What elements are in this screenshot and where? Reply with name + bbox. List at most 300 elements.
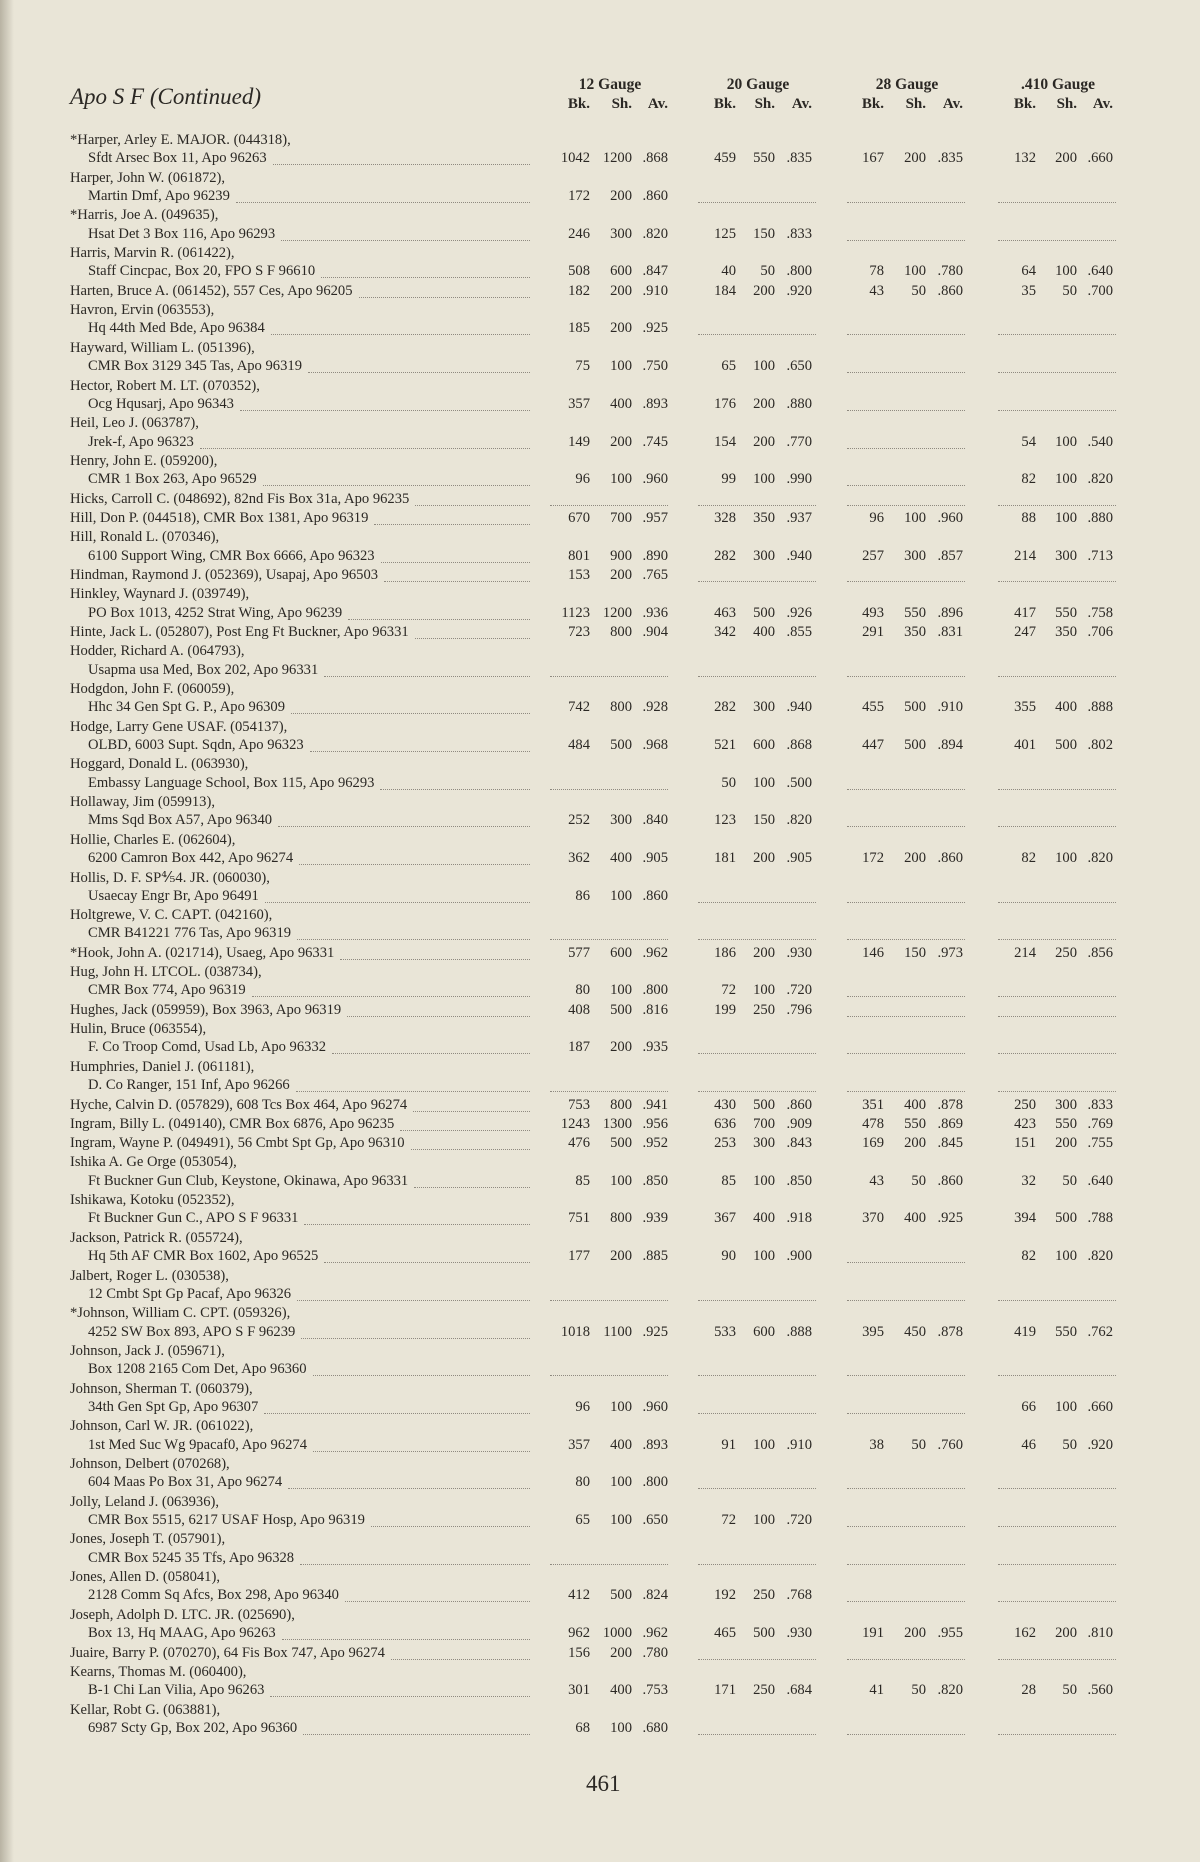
entry-name: Hughes, Jack (059959), Box 3963, Apo 96319 — [70, 1001, 342, 1018]
score-12-gauge-sh: 500 — [610, 1001, 632, 1018]
leader-dots — [271, 334, 530, 335]
score-12-gauge-bk: 801 — [568, 547, 590, 564]
score-28-gauge-av: .860 — [937, 850, 963, 867]
entry-name: Hayward, William L. (051396), — [70, 339, 255, 356]
empty-score-410-gauge — [998, 1300, 1116, 1301]
subheader-av: Av. — [942, 96, 963, 112]
entry-name: Johnson, Carl W. JR. (061022), — [70, 1418, 254, 1435]
score-410-gauge-sh: 200 — [1055, 1625, 1077, 1642]
score-28-gauge-av: .820 — [937, 1682, 963, 1699]
score-20-gauge-bk: 181 — [714, 850, 736, 867]
score-28-gauge-bk: 351 — [862, 1096, 884, 1113]
score-12-gauge-bk: 357 — [568, 1436, 590, 1453]
score-12-gauge-bk: 484 — [568, 736, 590, 753]
leader-dots — [265, 902, 530, 903]
score-410-gauge-bk: 82 — [1021, 850, 1036, 867]
score-410-gauge-sh: 50 — [1062, 282, 1077, 299]
score-12-gauge-sh: 1100 — [603, 1323, 632, 1340]
score-12-gauge-bk: 156 — [568, 1644, 590, 1661]
empty-score-20-gauge — [698, 1053, 816, 1054]
score-12-gauge-bk: 508 — [568, 263, 590, 280]
score-28-gauge-bk: 78 — [869, 263, 884, 280]
score-20-gauge-bk: 171 — [714, 1682, 736, 1699]
score-28-gauge-av: .878 — [937, 1323, 963, 1340]
empty-score-28-gauge — [847, 1526, 965, 1527]
group-header-20-gauge: 20 Gauge — [726, 76, 790, 93]
empty-score-20-gauge — [698, 202, 816, 203]
score-12-gauge-av: .968 — [642, 736, 668, 753]
leader-dots — [236, 202, 530, 203]
empty-score-28-gauge — [847, 1091, 965, 1092]
empty-score-28-gauge — [847, 1016, 965, 1017]
empty-score-12-gauge — [550, 676, 668, 677]
score-12-gauge-sh: 800 — [610, 1096, 632, 1113]
entry-address: Hq 44th Med Bde, Apo 96384 — [88, 320, 265, 337]
score-20-gauge-bk: 125 — [714, 225, 736, 242]
score-28-gauge-av: .857 — [937, 547, 963, 564]
entry-name: Johnson, Sherman T. (060379), — [70, 1380, 253, 1397]
leader-dots — [313, 1451, 530, 1452]
score-410-gauge-sh: 50 — [1062, 1172, 1077, 1189]
entry-address: Ft Buckner Gun Club, Keystone, Okinawa, Apo 96331 — [88, 1172, 409, 1189]
score-20-gauge-av: .918 — [786, 1210, 812, 1227]
score-28-gauge-av: .925 — [937, 1210, 963, 1227]
leader-dots — [384, 581, 530, 582]
score-12-gauge-sh: 800 — [610, 623, 632, 640]
score-20-gauge-bk: 367 — [714, 1210, 736, 1227]
empty-score-28-gauge — [847, 1488, 965, 1489]
score-410-gauge-av: .560 — [1087, 1682, 1113, 1699]
score-20-gauge-sh: 150 — [753, 812, 775, 829]
empty-score-410-gauge — [998, 240, 1116, 241]
score-410-gauge-sh: 100 — [1055, 509, 1077, 526]
score-20-gauge-av: .800 — [786, 263, 812, 280]
leader-dots — [310, 751, 530, 752]
score-28-gauge-sh: 50 — [911, 1436, 926, 1453]
score-20-gauge-sh: 250 — [753, 1001, 775, 1018]
empty-score-28-gauge — [847, 1375, 965, 1376]
leader-dots — [270, 1696, 530, 1697]
score-12-gauge-sh: 500 — [610, 736, 632, 753]
score-12-gauge-bk: 80 — [575, 1474, 590, 1491]
score-12-gauge-av: .962 — [642, 944, 668, 961]
leader-dots — [296, 1091, 530, 1092]
score-12-gauge-bk: 577 — [568, 944, 590, 961]
empty-score-28-gauge — [847, 448, 965, 449]
leader-dots — [282, 1639, 530, 1640]
empty-score-410-gauge — [998, 1659, 1116, 1660]
score-20-gauge-av: .855 — [786, 623, 812, 640]
score-20-gauge-sh: 200 — [753, 282, 775, 299]
score-410-gauge-bk: 423 — [1014, 1115, 1036, 1132]
entry-name: Jones, Allen D. (058041), — [70, 1569, 220, 1586]
score-12-gauge-sh: 1000 — [602, 1625, 632, 1642]
score-12-gauge-sh: 600 — [610, 944, 632, 961]
entry-address: Box 13, Hq MAAG, Apo 96263 — [88, 1625, 276, 1642]
score-410-gauge-bk: 214 — [1014, 944, 1036, 961]
score-28-gauge-av: .896 — [937, 604, 963, 621]
score-28-gauge-sh: 100 — [904, 509, 926, 526]
score-12-gauge-bk: 301 — [568, 1682, 590, 1699]
entry-name: *Harper, Arley E. MAJOR. (044318), — [70, 132, 291, 148]
score-28-gauge-sh: 550 — [904, 1115, 926, 1132]
empty-score-12-gauge — [550, 1375, 668, 1376]
empty-score-410-gauge — [998, 1526, 1116, 1527]
score-410-gauge-bk: 419 — [1014, 1323, 1036, 1340]
score-12-gauge-av: .936 — [642, 604, 668, 621]
score-410-gauge-bk: 151 — [1014, 1135, 1036, 1152]
score-12-gauge-av: .780 — [642, 1644, 668, 1661]
score-20-gauge-sh: 600 — [753, 1323, 775, 1340]
subheader-av: Av. — [647, 96, 668, 112]
empty-score-20-gauge — [698, 902, 816, 903]
leader-dots — [281, 240, 530, 241]
score-410-gauge-sh: 50 — [1062, 1682, 1077, 1699]
score-12-gauge-av: .893 — [642, 395, 668, 412]
empty-score-28-gauge — [847, 505, 965, 506]
subheader-sh: Sh. — [905, 96, 926, 112]
score-410-gauge-bk: 35 — [1021, 282, 1036, 299]
score-20-gauge-sh: 100 — [753, 982, 775, 999]
leader-dots — [324, 676, 530, 677]
score-410-gauge-bk: 162 — [1014, 1625, 1036, 1642]
score-28-gauge-av: .878 — [937, 1096, 963, 1113]
entry-name: Hinkley, Waynard J. (039749), — [70, 586, 250, 603]
entry-address: 604 Maas Po Box 31, Apo 96274 — [88, 1474, 283, 1491]
score-410-gauge-av: .660 — [1087, 1398, 1113, 1415]
score-20-gauge-av: .930 — [786, 1625, 812, 1642]
score-20-gauge-av: .770 — [786, 433, 812, 450]
score-12-gauge-av: .816 — [642, 1001, 668, 1018]
entry-address: CMR 1 Box 263, Apo 96529 — [88, 471, 257, 488]
score-20-gauge-sh: 300 — [753, 699, 775, 716]
score-12-gauge-bk: 182 — [568, 282, 590, 299]
score-20-gauge-sh: 100 — [753, 358, 775, 375]
leader-dots — [324, 1262, 530, 1263]
score-20-gauge-sh: 150 — [753, 225, 775, 242]
score-12-gauge-bk: 252 — [568, 812, 590, 829]
score-12-gauge-bk: 408 — [568, 1001, 590, 1018]
empty-score-12-gauge — [550, 789, 668, 790]
empty-score-410-gauge — [998, 1564, 1116, 1565]
leader-dots — [264, 1413, 530, 1414]
score-410-gauge-bk: 28 — [1021, 1682, 1036, 1699]
empty-score-410-gauge — [998, 676, 1116, 677]
score-20-gauge-av: .768 — [786, 1587, 812, 1604]
score-410-gauge-sh: 100 — [1055, 433, 1077, 450]
score-12-gauge-av: .925 — [642, 320, 668, 337]
score-12-gauge-av: .650 — [642, 1512, 668, 1529]
empty-score-28-gauge — [847, 939, 965, 940]
score-28-gauge-sh: 350 — [904, 623, 926, 640]
entry-address: 6100 Support Wing, CMR Box 6666, Apo 96323 — [88, 547, 375, 564]
score-410-gauge-sh: 550 — [1055, 604, 1077, 621]
leader-dots — [413, 1111, 530, 1112]
score-410-gauge-av: .888 — [1087, 699, 1113, 716]
score-12-gauge-av: .956 — [642, 1115, 668, 1132]
entry-name: Hollaway, Jim (059913), — [70, 794, 215, 810]
entry-address: CMR Box 3129 345 Tas, Apo 96319 — [88, 358, 302, 375]
score-28-gauge-av: .910 — [937, 699, 963, 716]
score-410-gauge-bk: 355 — [1014, 699, 1036, 716]
leader-dots — [301, 1338, 530, 1339]
entry-address: B-1 Chi Lan Vilia, Apo 96263 — [88, 1682, 265, 1699]
empty-score-20-gauge — [698, 1734, 816, 1735]
score-12-gauge-av: .905 — [642, 850, 668, 867]
score-12-gauge-sh: 100 — [610, 982, 632, 999]
leader-dots — [347, 1016, 530, 1017]
score-20-gauge-sh: 300 — [753, 1135, 775, 1152]
entry-address: Ocg Hqusarj, Apo 96343 — [88, 395, 234, 412]
score-20-gauge-sh: 200 — [753, 433, 775, 450]
leader-dots — [304, 1224, 530, 1225]
empty-score-20-gauge — [698, 1564, 816, 1565]
score-20-gauge-sh: 100 — [753, 1172, 775, 1189]
score-28-gauge-bk: 493 — [862, 604, 884, 621]
empty-score-20-gauge — [698, 1659, 816, 1660]
subheader-bk: Bk. — [713, 96, 736, 112]
empty-score-28-gauge — [847, 581, 965, 582]
score-12-gauge-bk: 962 — [568, 1625, 590, 1642]
score-12-gauge-bk: 187 — [568, 1039, 590, 1056]
leader-dots — [415, 505, 530, 506]
score-20-gauge-av: .900 — [786, 1248, 812, 1265]
score-20-gauge-bk: 282 — [714, 547, 736, 564]
entry-name: Hollie, Charles E. (062604), — [70, 831, 236, 848]
entry-address: D. Co Ranger, 151 Inf, Apo 96266 — [88, 1077, 290, 1094]
score-12-gauge-bk: 177 — [568, 1248, 590, 1265]
score-410-gauge-bk: 417 — [1014, 604, 1036, 621]
subheader-sh: Sh. — [1056, 96, 1077, 112]
empty-score-20-gauge — [698, 1300, 816, 1301]
entry-name: Hinte, Jack L. (052807), Post Eng Ft Buckner, Apo 96331 — [70, 623, 409, 640]
entry-name: Heil, Leo J. (063787), — [70, 415, 199, 432]
score-410-gauge-bk: 88 — [1021, 509, 1036, 526]
score-28-gauge-bk: 38 — [869, 1436, 884, 1453]
entry-name: Hodgdon, John F. (060059), — [70, 680, 235, 697]
empty-score-28-gauge — [847, 902, 965, 903]
score-410-gauge-av: .880 — [1087, 509, 1113, 526]
score-28-gauge-bk: 455 — [862, 699, 884, 716]
entry-name: Ishikawa, Kotoku (052352), — [70, 1192, 235, 1209]
score-28-gauge-av: .860 — [937, 282, 963, 299]
score-28-gauge-sh: 500 — [904, 736, 926, 753]
empty-score-28-gauge — [847, 1564, 965, 1565]
score-410-gauge-sh: 550 — [1055, 1323, 1077, 1340]
score-410-gauge-sh: 500 — [1055, 1210, 1077, 1227]
score-28-gauge-sh: 100 — [904, 263, 926, 280]
entry-address: 12 Cmbt Spt Gp Pacaf, Apo 96326 — [88, 1285, 292, 1302]
score-410-gauge-bk: 64 — [1021, 263, 1036, 280]
score-20-gauge-bk: 253 — [714, 1135, 736, 1152]
score-12-gauge-bk: 96 — [575, 471, 590, 488]
entry-name: Kellar, Robt G. (063881), — [70, 1701, 221, 1718]
entry-name: *Hook, John A. (021714), Usaeg, Apo 96331 — [70, 944, 335, 961]
score-12-gauge-sh: 200 — [610, 1039, 632, 1056]
score-410-gauge-sh: 400 — [1055, 699, 1077, 716]
score-12-gauge-bk: 80 — [575, 982, 590, 999]
subheader-bk: Bk. — [1013, 96, 1036, 112]
score-410-gauge-sh: 200 — [1055, 1135, 1077, 1152]
entry-address: Staff Cincpac, Box 20, FPO S F 96610 — [88, 263, 316, 280]
score-410-gauge-av: .820 — [1087, 850, 1113, 867]
score-20-gauge-sh: 400 — [753, 623, 775, 640]
entry-name: Jalbert, Roger L. (030538), — [70, 1267, 229, 1284]
score-12-gauge-bk: 85 — [575, 1172, 590, 1189]
score-20-gauge-bk: 199 — [714, 1001, 736, 1018]
empty-score-12-gauge — [550, 505, 668, 506]
score-12-gauge-bk: 75 — [575, 358, 590, 375]
score-410-gauge-sh: 100 — [1055, 850, 1077, 867]
score-12-gauge-av: .957 — [642, 509, 668, 526]
score-20-gauge-bk: 282 — [714, 699, 736, 716]
empty-score-410-gauge — [998, 826, 1116, 827]
entry-address: Usaecay Engr Br, Apo 96491 — [88, 887, 259, 904]
score-28-gauge-bk: 191 — [862, 1625, 884, 1642]
score-410-gauge-av: .640 — [1087, 1172, 1113, 1189]
empty-score-410-gauge — [998, 1016, 1116, 1017]
score-20-gauge-av: .796 — [786, 1001, 812, 1018]
entry-address: Hq 5th AF CMR Box 1602, Apo 96525 — [88, 1248, 319, 1265]
empty-score-410-gauge — [998, 902, 1116, 903]
score-410-gauge-av: .755 — [1087, 1135, 1113, 1152]
leader-dots — [297, 939, 530, 940]
score-12-gauge-bk: 96 — [575, 1398, 590, 1415]
entry-name: Hoggard, Donald L. (063930), — [70, 756, 249, 773]
score-410-gauge-bk: 32 — [1021, 1172, 1036, 1189]
leader-dots — [278, 826, 530, 827]
score-12-gauge-bk: 723 — [568, 623, 590, 640]
score-12-gauge-sh: 200 — [610, 433, 632, 450]
score-12-gauge-bk: 1042 — [560, 150, 590, 167]
score-12-gauge-sh: 200 — [610, 566, 632, 583]
entry-name: Jolly, Leland J. (063936), — [70, 1493, 220, 1510]
page-number: 461 — [586, 1771, 621, 1796]
score-20-gauge-sh: 200 — [753, 944, 775, 961]
score-20-gauge-bk: 123 — [714, 812, 736, 829]
score-12-gauge-av: .750 — [642, 358, 668, 375]
score-28-gauge-bk: 478 — [862, 1115, 884, 1132]
entry-name: Joseph, Adolph D. LTC. JR. (025690), — [70, 1606, 295, 1623]
score-20-gauge-bk: 40 — [721, 263, 736, 280]
empty-score-410-gauge — [998, 1601, 1116, 1602]
entry-name: Hodder, Richard A. (064793), — [70, 643, 245, 660]
leader-dots — [291, 713, 530, 714]
score-410-gauge-bk: 394 — [1014, 1210, 1036, 1227]
score-12-gauge-sh: 500 — [610, 1135, 632, 1152]
leader-dots — [308, 372, 530, 373]
score-28-gauge-av: .973 — [937, 944, 963, 961]
score-20-gauge-bk: 186 — [714, 944, 736, 961]
entry-name: Humphries, Daniel J. (061181), — [70, 1058, 255, 1075]
score-28-gauge-bk: 370 — [862, 1210, 884, 1227]
subheader-av: Av. — [1092, 96, 1113, 112]
score-12-gauge-sh: 100 — [610, 1719, 632, 1736]
score-410-gauge-sh: 100 — [1055, 471, 1077, 488]
score-20-gauge-av: .820 — [786, 812, 812, 829]
entry-address: Embassy Language School, Box 115, Apo 96293 — [88, 774, 375, 791]
score-20-gauge-av: .909 — [786, 1115, 812, 1132]
score-410-gauge-bk: 214 — [1014, 547, 1036, 564]
score-410-gauge-av: .769 — [1087, 1115, 1113, 1132]
score-12-gauge-sh: 400 — [610, 850, 632, 867]
score-410-gauge-av: .713 — [1087, 547, 1113, 564]
entry-name: Jackson, Patrick R. (055724), — [70, 1229, 243, 1246]
score-20-gauge-av: .650 — [786, 358, 812, 375]
score-20-gauge-sh: 600 — [753, 736, 775, 753]
leader-dots — [414, 1187, 530, 1188]
score-20-gauge-sh: 200 — [753, 395, 775, 412]
score-20-gauge-av: .888 — [786, 1323, 812, 1340]
score-12-gauge-sh: 900 — [610, 547, 632, 564]
score-12-gauge-av: .745 — [642, 433, 668, 450]
leader-dots — [380, 789, 530, 790]
score-12-gauge-sh: 100 — [610, 1474, 632, 1491]
leader-dots — [297, 1300, 530, 1301]
score-12-gauge-sh: 100 — [610, 1512, 632, 1529]
empty-score-410-gauge — [998, 202, 1116, 203]
score-410-gauge-av: .706 — [1087, 623, 1113, 640]
score-12-gauge-av: .885 — [642, 1248, 668, 1265]
score-20-gauge-bk: 636 — [714, 1115, 736, 1132]
score-20-gauge-av: .926 — [786, 604, 812, 621]
score-20-gauge-av: .720 — [786, 982, 812, 999]
score-20-gauge-sh: 300 — [753, 547, 775, 564]
score-12-gauge-bk: 670 — [568, 509, 590, 526]
score-20-gauge-sh: 550 — [753, 150, 775, 167]
score-12-gauge-bk: 412 — [568, 1587, 590, 1604]
empty-score-28-gauge — [847, 789, 965, 790]
score-20-gauge-bk: 192 — [714, 1587, 736, 1604]
empty-score-28-gauge — [847, 1601, 965, 1602]
entry-name: Holtgrewe, V. C. CAPT. (042160), — [70, 907, 273, 924]
score-12-gauge-bk: 246 — [568, 225, 590, 242]
score-12-gauge-av: .800 — [642, 982, 668, 999]
score-20-gauge-sh: 500 — [753, 1625, 775, 1642]
entry-address: Usapma usa Med, Box 202, Apo 96331 — [88, 661, 319, 678]
score-410-gauge-av: .920 — [1087, 1436, 1113, 1453]
entry-address: Martin Dmf, Apo 96239 — [88, 188, 230, 205]
score-12-gauge-sh: 100 — [610, 1398, 632, 1415]
subheader-sh: Sh. — [754, 96, 775, 112]
score-28-gauge-sh: 50 — [911, 1172, 926, 1189]
score-20-gauge-bk: 65 — [721, 358, 736, 375]
leader-dots — [359, 297, 530, 298]
score-12-gauge-bk: 1123 — [561, 604, 590, 621]
leader-dots — [313, 1375, 530, 1376]
score-20-gauge-bk: 521 — [714, 736, 736, 753]
score-28-gauge-sh: 550 — [904, 604, 926, 621]
score-28-gauge-av: .780 — [937, 263, 963, 280]
score-20-gauge-sh: 100 — [753, 471, 775, 488]
empty-score-410-gauge — [998, 1734, 1116, 1735]
empty-score-410-gauge — [998, 789, 1116, 790]
score-20-gauge-sh: 50 — [760, 263, 775, 280]
score-28-gauge-bk: 41 — [869, 1682, 884, 1699]
score-28-gauge-bk: 43 — [869, 1172, 884, 1189]
score-20-gauge-av: .684 — [786, 1682, 812, 1699]
leader-dots — [340, 959, 530, 960]
entry-address: Box 1208 2165 Com Det, Apo 96360 — [88, 1361, 307, 1378]
empty-score-28-gauge — [847, 676, 965, 677]
empty-score-410-gauge — [998, 505, 1116, 506]
score-12-gauge-sh: 300 — [610, 812, 632, 829]
score-12-gauge-sh: 100 — [610, 887, 632, 904]
score-12-gauge-bk: 1243 — [560, 1115, 590, 1132]
empty-score-28-gauge — [847, 1053, 965, 1054]
leader-dots — [415, 638, 530, 639]
entry-name: Jones, Joseph T. (057901), — [70, 1531, 226, 1548]
